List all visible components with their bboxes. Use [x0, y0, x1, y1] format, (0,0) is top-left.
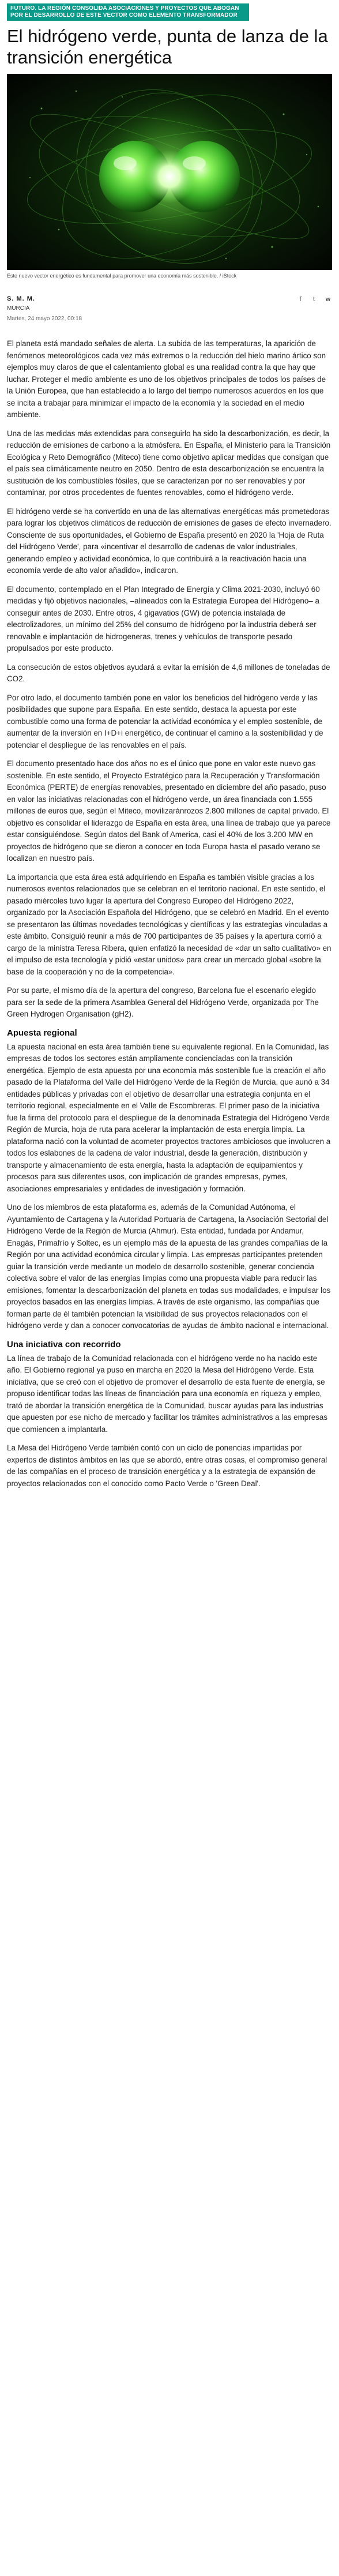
paragraph: Uno de los miembros de esta plataforma es, además de la Comunidad Autónoma, el Ayuntamiento de Cartagena y la Autoridad Portuaria de Cartagena, la Asociación Sectorial del Hidrógeno Verde de la Región de Murcia (Ahmur). Esta entidad, fundada por Andamur, Enagás, Primafrío y Soltec, es un ejemplo más de la apuesta de las grandes compañías de la Región por una actividad económica circular y limpia. Las empresas participantes pretenden guiar la transición verde mediante un modelo de desarrollo sostenible, generar conciencia colectiva sobre el valor de las energías limpias como una propuesta viable para reducir las emisiones, fomentar la descarbonización del planeta en todas sus modalidades, e impulsar los proyectos basados en las energías limpias. A través de este organismo, las compañías que forman parte de él también potencian la visibilidad de sus proyectos relacionados con el hidrógeno verde y dan a conocer convocatorias de ayudas de ámbito nacional e internacional.	[7, 1203, 331, 1330]
paragraph: Por su parte, el mismo día de la apertura del congreso, Barcelona fue el escenario elegido para ser la sede de la primera Asamblea General del Hidrógeno Verde, organizada por The Green Hydrogen Organisation (gH2).	[7, 986, 319, 1018]
publish-date: Martes, 24 mayo 2022, 00:18	[7, 316, 82, 322]
paragraph: Por otro lado, el documento también pone en valor los beneficios del hidrógeno verde y las posibilidades que supone para España. En este sentido, destaca la apuesta por este combustible como una forma de potenciar la actividad económica y el empleo sostenible, de aumentar de la inversión en I+D+i energético, de continuar el camino a la sostenibilidad y de potenciar el despliegue de las renovables en el país.	[7, 693, 323, 749]
share-bar	[296, 295, 332, 303]
section-heading: Apuesta regional	[7, 1028, 77, 1038]
paragraph: El hidrógeno verde se ha convertido en una de las alternativas energéticas más prometedoras para lograr los objetivos climáticos de reducción de emisiones de gases de efecto invernadero. Consciente de sus oportunidades, el Gobierno de España presentó en 2020 la 'Hoja de Ruta del Hidrógeno Verde', para «incentivar el desarrollo de cadenas de valor industriales, generando empleo y actividad económica, lo que contribuirá a la reactivación hacia una economía verde de alto valor añadido», indicaron.	[7, 507, 332, 575]
facebook-icon[interactable]: f	[299, 295, 302, 303]
paragraph: La consecución de estos objetivos ayudará a evitar la emisión de 4,6 millones de toneladas de CO2.	[7, 662, 330, 683]
article-body	[7, 338, 332, 1490]
article-kicker[interactable]: FUTURO. LA REGIÓN CONSOLIDA ASOCIACIONES Y PROYECTOS QUE ABOGAN POR EL DESARROLLO DE ESTE VECTOR COMO ELEMENTO TRANSFORMADOR	[7, 3, 249, 21]
article-location: MURCIA	[7, 305, 30, 312]
section-heading: Una iniciativa con recorrido	[7, 1339, 121, 1349]
paragraph: La importancia que esta área está adquiriendo en España es también visible gracias a los numerosos eventos relacionados que se celebran en el territorio nacional. En este sentido, el pasado miércoles tuvo lugar la apertura del Congreso Europeo del Hidrógeno 2022, organizado por la Asociación Española del Hidrógeno, que se celebró en Madrid. En el evento se presentaron las últimas novedades tecnológicas y científicas y las estrategias vinculadas a este ámbito. Consiguió reunir a más de 700 participantes de 35 países y la apertura corrió a cargo de la ministra Teresa Ribera, quien enfatizó la necesidad de «dar un salto cualitativo» en el impulso de esta tecnología y pidió «estar unidos» para crear un mercado global «sobre la base de la cooperación y no de la competencia».	[7, 872, 332, 976]
image-caption: Este nuevo vector energético es fundamental para promover una economía más sostenible. / iStock	[7, 273, 237, 279]
author-name: S. M. M.	[7, 295, 35, 302]
paragraph: El documento presentado hace dos años no es el único que pone en valor este nuevo gas sostenible. En este sentido, el Proyecto Estratégico para la Recuperación y Transformación Económica (PERTE) de energías renovables, presentado en diciembre del año pasado, puso en valor las iniciativas relacionadas con el hidrógeno verde, un área financiada con 1.555 millones de euros que, según el Miteco, movilizaránrozos 2.800 millones de capital privado. El objetivo es consolidar el liderazgo de España en esta área, una línea de trabajo que ya parece estar consiguiéndose. Según datos del Bank of America, casi el 40% de los 3.200 MW en proyectos de hidrógeno que se dieron a conocer en toda Europa hasta el pasado verano se localizan en nuestro país.	[7, 759, 331, 863]
twitter-icon[interactable]: t	[312, 295, 316, 303]
hero-image	[7, 74, 332, 270]
paragraph: El documento, contemplado en el Plan Integrado de Energía y Clima 2021-2030, incluyó 60 medidas y fijó objetivos nacionales, –alineados con la Estrategia Europea del Hidrógeno– a conseguir antes de 2030. Entre otros, 4 gigavatios (GW) de potencia instalada de electrolizadores, un mínimo del 25% del consumo de hidrógeno por la industria deberá ser renovable e implantación de hidrogeneras, trenes y vehículos de transporte pesado propulsados por este producto.	[7, 584, 320, 653]
whatsapp-icon[interactable]: w	[325, 295, 331, 303]
paragraph: La Mesa del Hidrógeno Verde también contó con un ciclo de ponencias impartidas por expertos de distintos ámbitos en las que se abordó, entre otras cosas, el compromiso general de las compañías en el proceso de transición energética y a la estrategia de expansión de proyectos relacionados con el conocido como Pacto Verde o 'Green Deal'.	[7, 1443, 327, 1488]
paragraph: La línea de trabajo de la Comunidad relacionada con el hidrógeno verde no ha nacido este año. El Gobierno regional ya puso en marcha en 2020 la Mesa del Hidrógeno Verde. Esta iniciativa, que se creó con el objetivo de promover el desarrollo de esta fuente de energía, se propuso identificar todas las líneas de financiación para una economía en riqueza y empleo, trató de abordar la transición energética de la Comunidad, buscar ayudas para las industrias que apuesten por ese nicho de mercado y facilitar los trámites administrativos a las empresas que comiencen a implantarla.	[7, 1353, 327, 1434]
paragraph: Una de las medidas más extendidas para conseguirlo ha sido la descarbonización, es decir, la reducción de emisiones de carbono a la atmósfera. En España, el Ministerio para la Transición Ecológica y Reto Demográfico (Miteco) tiene como objetivo aplicar medidas que consigan que el país sea climáticamente neutro en 2050. Dentro de esta descarbonización se encuentra la sustitución de los combustibles fósiles, que se caracterizan por no ser renovables y por contaminar, por otros procedentes de fuentes renovables, como el hidrógeno verde.	[7, 429, 331, 497]
article-title: El hidrógeno verde, punta de lanza de la transición energética	[7, 26, 328, 68]
hydrogen-molecule-illustration	[7, 74, 332, 270]
paragraph: La apuesta nacional en esta área también tiene su equivalente regional. En la Comunidad, las empresas de todos los sectores están ampliamente concienciadas con la transición energética. Ejemplo de esta apuesta por una economía más sostenible fue la creación el año pasado de la Plataforma del Valle del Hidrógeno Verde de la Región de Murcia, que aunó a 34 entidades públicas y privadas con el objetivo de desarrollar una estrategia conjunta en el territorio regional, especialmente en el Valle de Escombreras. El primer paso de la iniciativa fue la firma del protocolo para el despliegue de la denominada Estrategia del Hidrógeno Verde Región de Murcia, hoja de ruta para acelerar la implantación de esta energía limpia. La plataforma nació con la voluntad de acometer proyectos tractores ambiciosos que involucren a todos los eslabones de la cadena de valor industrial, desde la generación, distribución y transporte y almacenamiento de esta energía, hasta la adaptación de equipamientos y procesos para sus diferentes usos, con implicación de grandes empresas, pymes, asociaciones empresariales y entidades de investigación y formación.	[7, 1042, 331, 1193]
byline	[7, 295, 332, 325]
paragraph: El planeta está mandado señales de alerta. La subida de las temperaturas, la aparición de fenómenos meteorológicos cada vez más extremos o la reducción del hielo marino ártico son ejemplos muy claros de que el calentamiento global es una realidad contra la que hay que luchar. Proteger el medio ambiente es uno de los objetivos principales de todos los países de la Unión Europea, que han establecido a lo largo del tiempo numerosos acuerdos en los que se incita a trabajar para minimizar el impacto de la economía y la sociedad en el medio ambiente.	[7, 339, 326, 419]
